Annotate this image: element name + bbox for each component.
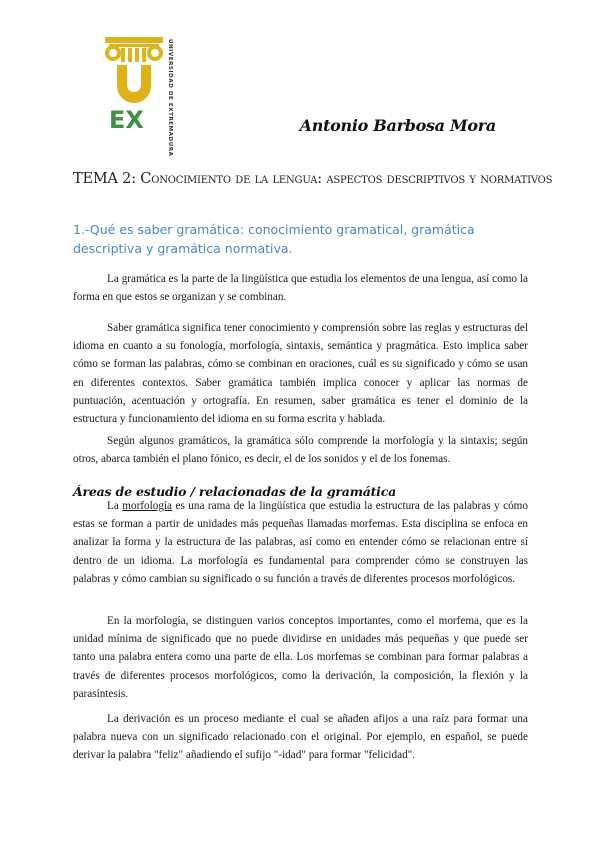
section-heading-2: Áreas de estudio / relacionadas de la gramática [73, 484, 397, 499]
paragraph: La gramática es la parte de la lingüística que estudia los elementos de una lengua, así como la forma en que estos se organizan y se combinan. [73, 273, 528, 304]
paragraph: La derivación es un proceso mediante el cual se añaden afijos a una raíz para formar una palabra nueva con un significado relacionado con el original. Por ejemplo, en español, se puede derivar la palabra "feliz" añadiendo el sufijo "-idad" para formar "felicidad". [73, 713, 528, 762]
paragraph: Saber gramática significa tener conocimiento y comprensión sobre las reglas y estructuras del idioma en cuanto a su fonología, morfología, sintaxis, semántica y pragmática. Esto implica saber cómo se forman las palabras, cómo se combinan en oraciones, cuál es su significado y cómo se usan en diferentes contextos. Saber gramática también implica conocer y aplicar las normas de puntuación, acentuación y ortografía. En resumen, saber gramática es tener el dominio de la estructura y funcionamiento del idioma en su forma escrita y hablada. [73, 322, 528, 426]
paragraph: En la morfología, se distinguen varios conceptos importantes, como el morfema, que es la unidad mínima de significado que no puede dividirse en unidades más pequeñas y que puede ser tanto una palabra entera como una parte de ella. Los morfemas se combinan para formar palabras a través de diferentes procesos morfológicos, como la derivación, la composición, la flexión y la parasíntesis. [73, 615, 528, 700]
tema-title: TEMA 2: Conocimiento de la lengua: aspectos descriptivos y normativos [73, 171, 553, 187]
paragraph: Según algunos gramáticos, la gramática sólo comprende la morfología y la sintaxis; según otros, abarca también el plano fónico, es decir, el de los sonidos y el de los fonemas. [73, 435, 528, 466]
university-column-logo-icon [103, 35, 167, 131]
paragraph-morfologia [73, 497, 528, 588]
paragraph-text: es una rama de la lingüística que estudia la estructura de las palabras y cómo estas se forman a partir de unidades más pequeñas llamadas morfemas. Esta disciplina se enfoca en analizar la forma y la estructura de las palabras, así como en entender cómo se relacionan entre sí dentro de un idioma. La morfología es fundamental para comprender cómo se construyen las palabras y cómo cambian su significado o su función a través de diferentes procesos morfológicos. [73, 500, 528, 585]
underlined-term: morfología [122, 500, 172, 512]
logo-side-text: UNIVERSIDAD DE EXTREMADURA [167, 39, 173, 157]
section-heading-1: 1.-Qué es saber gramática: conocimiento gramatical, gramática descriptiva y gramática normativa. [73, 222, 475, 256]
logo-initials: EX [109, 106, 144, 131]
author-name: Antonio Barbosa Mora [299, 116, 496, 135]
university-logo [103, 35, 183, 157]
paragraph-prefix: La [107, 500, 123, 512]
